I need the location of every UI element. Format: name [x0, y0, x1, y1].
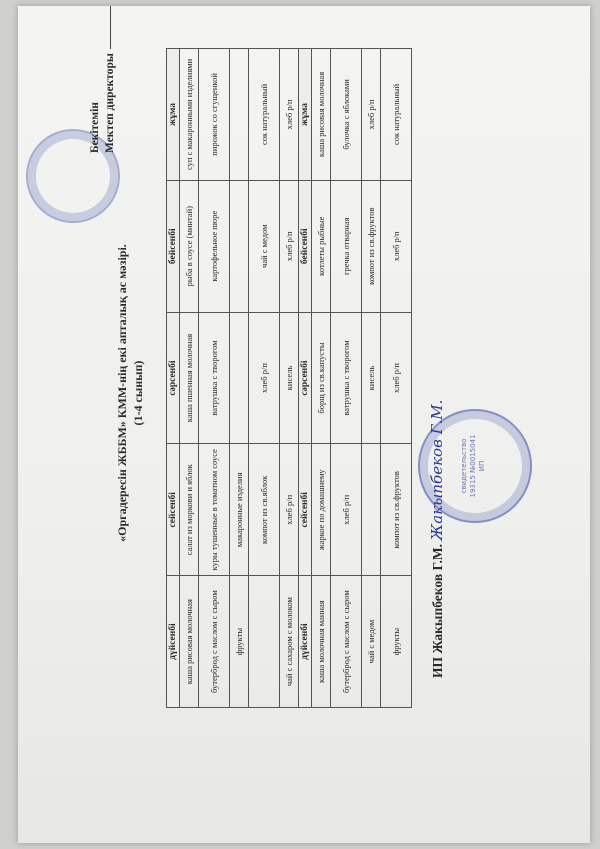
menu-cell: сок натуральный: [249, 49, 280, 181]
menu-cell: [230, 49, 249, 181]
header-cell: дүйсенбі: [299, 576, 312, 708]
menu-cell: каша молочная манная: [312, 576, 331, 708]
table-row: [199, 49, 230, 708]
menu-cell: чай с медом: [362, 576, 381, 708]
menu-cell: компот из св.яблок: [249, 444, 280, 576]
menu-cell: фрукты: [230, 576, 249, 708]
table-row: [362, 49, 381, 708]
menu-cell: каша рисовая молочная: [312, 49, 331, 181]
menu-cell: [249, 576, 280, 708]
menu-cell: картофельное пюре: [199, 180, 230, 312]
header-cell: сәрсенбі: [167, 312, 180, 444]
table-row: [331, 49, 362, 708]
menu-table: [166, 48, 412, 708]
handwritten-signature: Жакыпбеков Г.М.: [428, 399, 446, 541]
menu-cell: котлеты рыбные: [312, 180, 331, 312]
signature-block: [428, 400, 446, 678]
menu-cell: жаркое по домашнему: [312, 444, 331, 576]
menu-cell: хлеб р/п: [280, 49, 299, 181]
menu-cell: кисель: [280, 312, 299, 444]
menu-cell: борщ из св.капусты: [312, 312, 331, 444]
table-row: [381, 49, 412, 708]
stamp-line: 19315 №0015041: [469, 434, 477, 498]
menu-cell: каша пшенная молочная: [180, 312, 199, 444]
header-cell: жұма: [167, 49, 180, 181]
header-cell: жұма: [299, 49, 312, 181]
menu-cell: компот из св.фруктов: [381, 444, 412, 576]
menu-cell: куры тушенные в томатном соусе: [199, 444, 230, 576]
table-row: [249, 49, 280, 708]
page-title: [114, 93, 146, 693]
menu-cell: фрукты: [381, 576, 412, 708]
menu-cell: ватрушка с творогом: [331, 312, 362, 444]
menu-cell: гречка отварная: [331, 180, 362, 312]
header-cell: сәрсенбі: [299, 312, 312, 444]
menu-cell: макаронные изделия: [230, 444, 249, 576]
menu-cell: хлеб р/п: [249, 312, 280, 444]
rotated-content: [18, 6, 590, 843]
menu-cell: [362, 444, 381, 576]
header-cell: сейсенбі: [167, 444, 180, 576]
table-row: [312, 49, 331, 708]
menu-cell: суп с макаронными изделиями: [180, 49, 199, 181]
title-line1: «Оргадересін ЖББМ» КММ-нің екі апталық ас мәзірі.: [115, 244, 129, 542]
stamp-text: [460, 411, 487, 521]
menu-cell: салат из моркови и яблок: [180, 444, 199, 576]
approval-line1: Бекітемін: [89, 102, 101, 153]
menu-cell: сок натуральный: [381, 49, 412, 181]
director-label: Мектеп директоры: [104, 53, 116, 153]
menu-cell: кисель: [362, 312, 381, 444]
menu-cell: хлеб р/п: [280, 444, 299, 576]
title-line2: (1-4 сынып): [131, 360, 145, 426]
menu-cell: [230, 180, 249, 312]
table-row: [180, 49, 199, 708]
menu-cell: чай с сахаром с молоком: [280, 576, 299, 708]
menu-cell: хлеб р/п: [331, 444, 362, 576]
signature-text: ИП Жакыпбеков Г.М.: [430, 543, 445, 678]
menu-cell: [230, 312, 249, 444]
stamp-line: ИП: [478, 460, 486, 472]
menu-cell: хлеб р/п: [362, 49, 381, 181]
header-cell: бейсенбі: [299, 180, 312, 312]
table-row: [230, 49, 249, 708]
menu-cell: хлеб р/п: [381, 312, 412, 444]
menu-cell: ватрушка с творогом: [199, 312, 230, 444]
header-cell: дүйсенбі: [167, 576, 180, 708]
header-cell: бейсенбі: [167, 180, 180, 312]
table-row: [280, 49, 299, 708]
week1-header-row: [167, 49, 180, 708]
menu-cell: булочка с яблоками: [331, 49, 362, 181]
signature-line: [110, 6, 111, 49]
menu-cell: пирожок со сгущенкой: [199, 49, 230, 181]
menu-cell: рыба в соусе (минтай): [180, 180, 199, 312]
stamp-line: свидетельство: [460, 438, 468, 494]
header-cell: сейсенбі: [299, 444, 312, 576]
menu-cell: чай с медом: [249, 180, 280, 312]
document-sheet: [18, 6, 590, 843]
week2-header-row: [299, 49, 312, 708]
menu-cell: хлеб р/п: [381, 180, 412, 312]
menu-cell: бутерброд с маслом с сыром: [331, 576, 362, 708]
menu-cell: каша рисовая молочная: [180, 576, 199, 708]
menu-cell: хлеб р/п: [280, 180, 299, 312]
menu-cell: бутерброд с маслом с сыром: [199, 576, 230, 708]
menu-cell: компот из св.фруктов: [362, 180, 381, 312]
